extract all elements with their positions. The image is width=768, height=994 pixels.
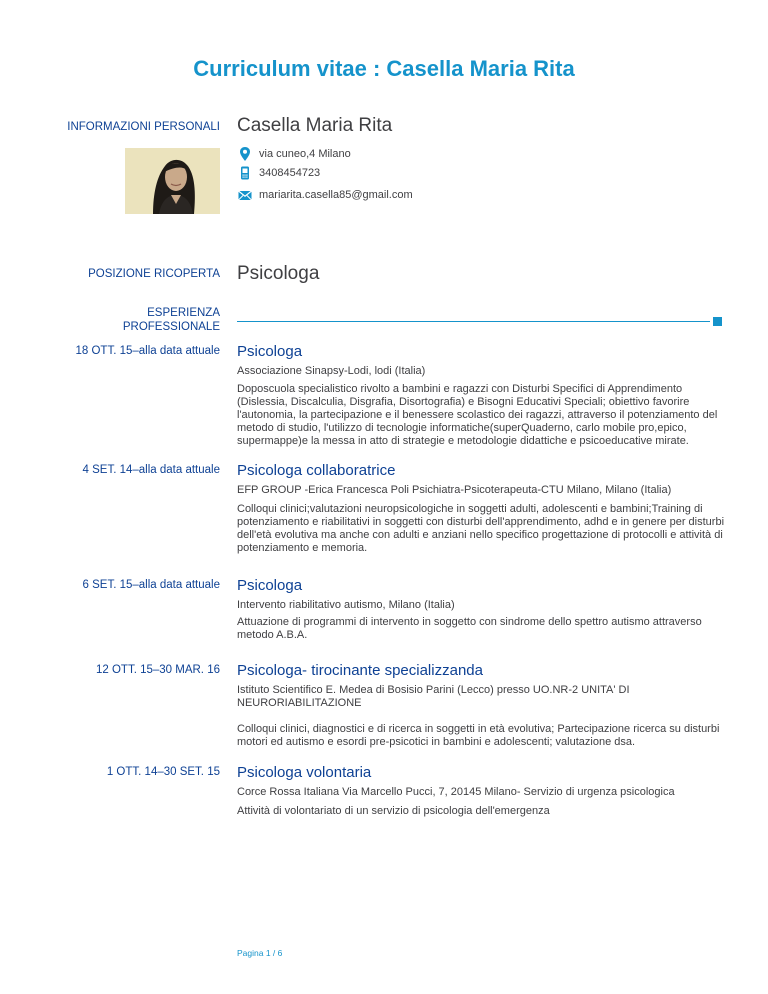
page-footer: Pagina 1 / 6 — [237, 948, 283, 958]
job-description: Colloqui clinici;valutazioni neuropsicologiche in soggetti adulti, adolescenti e bambini;Training di potenziamento e riabilitativi in soggetti con disturbi dell'apprendimento, adhd e in genere per disturbi dell'età evolutiva ma anche con adulti e anziani nello specifico progettazione di protocolli e attività di potenziamento e memoria. — [237, 503, 725, 554]
job-employer: Corce Rossa Italiana Via Marcello Pucci, 7, 20145 Milano- Servizio di urgenza psicologica — [237, 786, 675, 798]
section-label-experience — [40, 306, 220, 334]
job-date: 1 OTT. 14–30 SET. 15 — [106, 766, 220, 778]
job-description: Attuazione di programmi di intervento in soggetto con sindrome dello spettro autismo attraverso metodo A.B.A. — [237, 616, 702, 641]
section-label-personal-info: INFORMAZIONI PERSONALI — [67, 121, 220, 133]
job-title: Psicologa collaboratrice — [237, 462, 396, 479]
job-date: 4 SET. 14–alla data attuale — [82, 464, 220, 476]
section-divider-square — [713, 317, 722, 326]
job-date: 6 SET. 15–alla data attuale — [82, 579, 220, 591]
job-employer: Intervento riabilitativo autismo, Milano (Italia) — [237, 599, 455, 611]
job-employer: EFP GROUP -Erica Francesca Poli Psichiatra-Psicoterapeuta-CTU Milano, Milano (Italia) — [237, 484, 672, 496]
document-title: Curriculum vitae : Casella Maria Rita — [193, 56, 575, 81]
job-title: Psicologa — [237, 577, 303, 594]
section-divider-line — [237, 321, 710, 322]
person-name: Casella Maria Rita — [237, 115, 393, 136]
job-description: Doposcuola specialistico rivolto a bambini e ragazzi con Disturbi Specifici di Apprendimento (Dislessia, Discalculia, Disgrafia, Disortografia) e Bisogni Educativi Speciali; obiettivo favorire l'autonomia, la partecipazione e il benessere scolastico dei ragazzi, attraverso il potenziamento del metodo di studio, l'utilizzo di tecnologie informatiche(superQuaderno, carlo mobile pro,epico, supermappe)e la messa in atto di strategie e metodologie didattiche e psicoeducative mirate. — [237, 383, 718, 447]
section-label-experience-line2: PROFESSIONALE — [122, 321, 220, 333]
job-title: Psicologa- tirocinante specializzanda — [237, 662, 483, 679]
email-icon — [237, 187, 253, 203]
job-description: Attività di volontariato di un servizio di psicologia dell'emergenza — [237, 805, 550, 817]
job-title: Psicologa volontaria — [237, 764, 372, 781]
section-label-position: POSIZIONE RICOPERTA — [88, 268, 220, 280]
job-date: 18 OTT. 15–alla data attuale — [75, 345, 220, 357]
section-label-experience-line1: ESPERIENZA — [147, 307, 220, 319]
job-employer: Istituto Scientifico E. Medea di Bosisio Parini (Lecco) presso UO.NR-2 UNITA' DI NEURORIABILITAZIONE — [237, 684, 630, 709]
job-description: Colloqui clinici, diagnostici e di ricerca in soggetti in età evolutiva; Partecipazione ricerca su disturbi motori ed autismo e esordi pre-psicotici in bambini e adolescenti; valutazione dsa. — [237, 723, 720, 748]
job-date: 12 OTT. 15–30 MAR. 16 — [95, 664, 220, 676]
profile-photo — [125, 148, 220, 214]
job-title: Psicologa — [237, 343, 303, 360]
phone-text: 3408454723 — [259, 167, 321, 179]
job-employer: Associazione Sinapsy-Lodi, lodi (Italia) — [237, 365, 426, 377]
email-text: mariarita.casella85@gmail.com — [259, 189, 413, 201]
location-pin-icon — [237, 146, 253, 162]
phone-icon — [237, 165, 253, 181]
position-title: Psicologa — [237, 263, 320, 284]
address-text: via cuneo,4 Milano — [259, 148, 351, 160]
